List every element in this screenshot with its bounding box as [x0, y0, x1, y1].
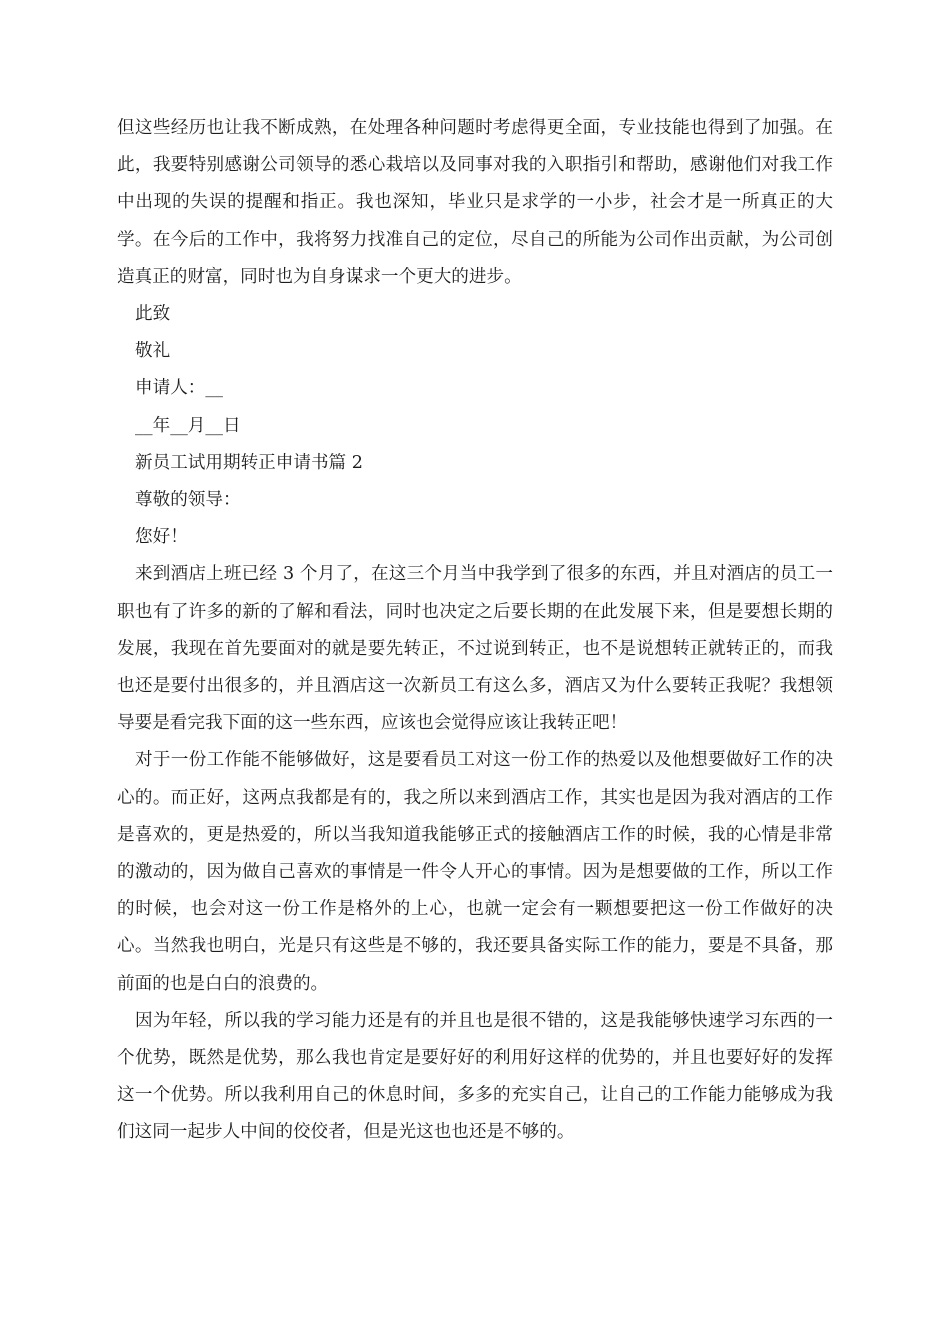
closing-jingli: 敬礼: [135, 341, 171, 362]
paragraph-gratitude: 但这些经历也让我不断成熟，在处理各种问题时考虑得更全面，专业技能也得到了加强。在此，我要特别感谢公司领导的悉心栽培以及同事对我的入职指引和帮助，感谢他们对我工作中出现的失误的提醒和指正。我也深知，毕业只是求学的一小步，社会才是一所真正的大学。在今后的工作中，我将努力找准自己的定位，尽自己的所能为公司作出贡献，为公司创造真正的财富，同时也为自身谋求一个更大的进步。: [117, 118, 833, 287]
paragraph-passion: 对于一份工作能不能够做好，这是要看员工对这一份工作的热爱以及他想要做好工作的决心的。而正好，这两点我都是有的，我之所以来到酒店工作，其实也是因为我对酒店的工作是喜欢的，更是热爱的，所以当我知道我能够正式的接触酒店工作的时候，我的心情是非常的激动的，因为做自己喜欢的事情是一件令人开心的事情。因为是想要做的工作，所以工作的时候，也会对这一份工作是格外的上心，也就一定会有一颗想要把这一份工作做好的决心。当然我也明白，光是只有这些是不够的，我还要具备实际工作的能力，要是不具备，那前面的也是白白的浪费的。: [117, 750, 833, 994]
paragraph-intro: 来到酒店上班已经 3 个月了，在这三个月当中我学到了很多的东西，并且对酒店的员工一职也有了许多的新的了解和看法，同时也决定之后要长期的在此发展下来，但是要想长期的发展，我现在首先要面对的就是要先转正，不过说到转正，也不是说想转正就转正的，而我也还是要付出很多的，并且酒店这一次新员工有这么多，酒店又为什么要转正我呢？我想领导要是看完我下面的这一些东西，应该也会觉得应该让我转正吧！: [117, 564, 833, 734]
closing-cizhi: 此致: [135, 304, 171, 325]
document-body: [117, 110, 833, 1152]
section-title: 新员工试用期转正申请书篇 2: [135, 452, 363, 473]
salutation: 尊敬的领导：: [135, 490, 241, 511]
paragraph-learning: 因为年轻，所以我的学习能力还是有的并且也是很不错的，这是我能够快速学习东西的一个优势，既然是优势，那么我也肯定是要好好的利用好这样的优势的，并且也要好好的发挥这一个优势。所以我利用自己的休息时间，多多的充实自己，让自己的工作能力能够成为我们这同一起步人中间的佼佼者，但是光这也也还是不够的。: [117, 1010, 833, 1143]
applicant-line: 申请人：__: [135, 378, 223, 399]
greeting: 您好！: [135, 527, 188, 548]
date-line: __年__月__日: [135, 415, 241, 436]
